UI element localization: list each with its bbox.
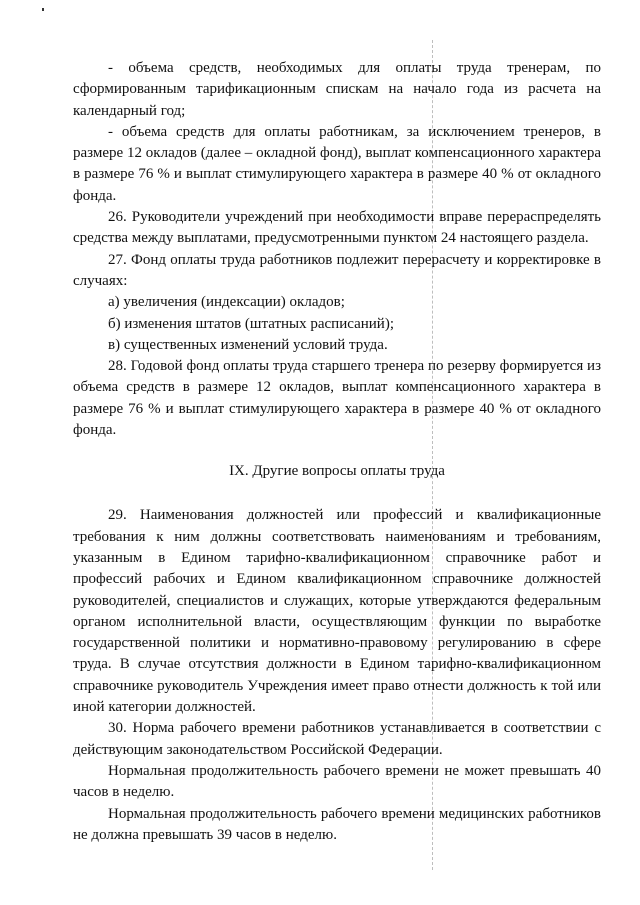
list-item-c: в) существенных изменений условий труда.	[108, 336, 388, 353]
paragraph-28: 28. Годовой фонд оплаты труда старшего тренера по резерву формируется из объема средств в размере 12 окладов, выплат компенсационного характера в размере 76 % и выплат стимулирующего характера в размере 40 % от окладного фонда.	[73, 358, 601, 439]
paragraph-medical-hours: Нормальная продолжительность рабочего времени медицинских работников не должна превышать 39 часов в неделю.	[73, 805, 601, 843]
paragraph-27: 27. Фонд оплаты труда работников подлежит перерасчету и корректировке в случаях:	[73, 251, 601, 289]
paragraph-salary-workers: - объема средств для оплаты работникам, за исключением тренеров, в размере 12 окладов (далее – окладной фонд), выплат компенсационного характера в размере 76 % и выплат стимулирующего характера в размере 40 % от окладного фонда.	[73, 123, 601, 204]
paragraph-26: 26. Руководители учреждений при необходимости вправе перераспределять средства между выплатами, предусмотренными пунктом 24 настоящего раздела.	[73, 209, 601, 247]
document-body	[73, 58, 601, 846]
list-item-a: а) увеличения (индексации) окладов;	[108, 294, 345, 311]
paragraph-normal-hours: Нормальная продолжительность рабочего времени не может превышать 40 часов в неделю.	[73, 762, 601, 801]
section-heading: IX. Другие вопросы оплаты труда	[229, 463, 445, 480]
paragraph-salary-trainers: - объема средств, необходимых для оплаты труда тренерам, по сформированным тарификационным спискам на начало года из расчета на календарный год;	[73, 60, 601, 119]
scan-mark	[42, 8, 44, 11]
paragraph-29: 29. Наименования должностей или профессий и квалификационные требования к ним должны соответствовать наименованиям и требованиям, указанным в Едином тарифно-квалификационном справочнике работ и профессий рабочих и Едином квалификационном справочнике должностей руководителей, специалистов и служащих, которые утверждаются федеральным органом исполнительной власти, осуществляющим функции по выработке государственной политики и нормативно-правовому регулированию в сфере труда. В случае отсутствия должности в Едином тарифно-квалификационном справочнике руководитель Учреждения имеет право отнести должность к той или иной категории должностей.	[73, 507, 601, 716]
list-item-b: б) изменения штатов (штатных расписаний);	[108, 315, 394, 332]
paragraph-30: 30. Норма рабочего времени работников устанавливается в соответствии с действующим законодательством Российской Федерации.	[73, 720, 601, 758]
